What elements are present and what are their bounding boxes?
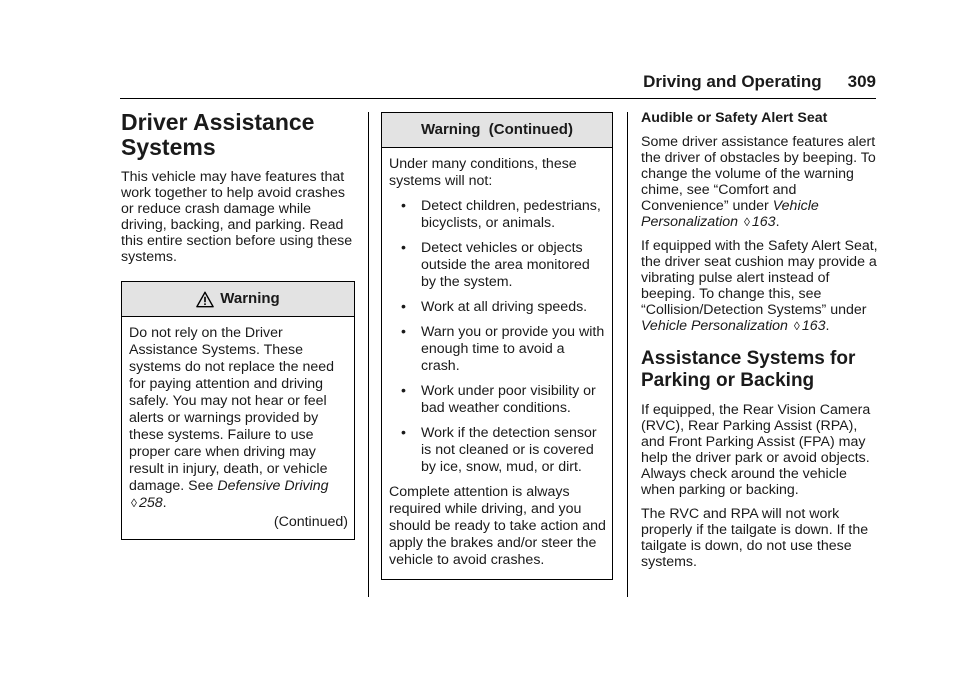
column-divider-2 [627, 112, 628, 597]
parking-paragraph-1: If equipped, the Rear Vision Camera (RVC), Rear Parking Assist (RPA), and Front Parking Assist (FPA) may help the driver park or avoid objects. Always check around the vehicle when parking or backing. [641, 402, 871, 498]
warning-bullet-list [389, 198, 606, 476]
section-heading: Driver Assistance Systems [121, 109, 315, 160]
warning-triangle-icon [196, 291, 214, 308]
warning-header [122, 282, 354, 317]
reference-page[interactable]: 163 [801, 318, 826, 334]
continued-label: (Continued) [273, 514, 348, 530]
warning-text: Do not rely on the Driver Assistance Systems. These systems do not replace the need for paying attention and driving safely. You may not hear or feel alerts or warnings provided by these systems. Failure to use proper care when driving may result in injury, death, or vehicle damage. See [129, 325, 335, 494]
page-reference-icon: ◊ [793, 319, 800, 333]
warning-lead: Under many conditions, these systems will not: [389, 156, 577, 189]
warning-continued-header: Warning (Continued) [382, 113, 612, 148]
bullet-dot: • [401, 198, 406, 214]
warning-box [121, 281, 355, 540]
reference-page[interactable]: 163 [751, 214, 776, 230]
section-title: Driving and Operating [643, 72, 822, 91]
warning-closing: Complete attention is always required while driving, and you should be ready to take action and apply the brakes and/or steer the vehicle to avoid crashes. [389, 484, 606, 568]
page-number: 309 [847, 72, 876, 91]
header-rule [120, 98, 876, 99]
audible-alert-heading: Audible or Safety Alert Seat [641, 110, 828, 126]
intro-paragraph: This vehicle may have features that work together to help avoid crashes or reduce crash damage while driving, backing, and parking. Read this entire section before using these systems. [121, 169, 353, 265]
page-reference-icon: ◊ [131, 496, 137, 510]
vehicle-personalization-link[interactable]: Vehicle Personalization [641, 318, 788, 334]
column-divider-1 [368, 112, 369, 597]
bullet-dot: • [401, 240, 406, 256]
warning-continued-body [382, 148, 612, 579]
left-column [121, 110, 357, 540]
parking-paragraph-2: The RVC and RPA will not work properly if the tailgate is down. If the tailgate is down, do not use these systems. [641, 506, 869, 570]
defensive-driving-link[interactable]: Defensive Driving [217, 478, 329, 494]
list-item: • Work at all driving speeds. [401, 299, 588, 315]
parking-heading: Assistance Systems for Parking or Backing [641, 348, 856, 391]
bullet-dot: • [401, 425, 406, 441]
audible-paragraph-2: If equipped with the Safety Alert Seat, the driver seat cushion may provide a vibrating pulse alert instead of beeping. To change this, see “Collision/Detection Systems” under Vehicle Personalization ◊ 163. [641, 238, 878, 334]
bullet-dot: • [401, 324, 406, 340]
audible-paragraph-1: Some driver assistance features alert the driver of obstacles by beeping. To change the volume of the warning chime, see “Comfort and Convenience” under Vehicle Personalization ◊ 163. [641, 134, 876, 230]
warning-title: Warning [220, 290, 280, 307]
list-item: • Warn you or provide you with enough time to avoid a crash. [401, 324, 605, 374]
right-column [641, 110, 879, 578]
list-item: • Work under poor visibility or bad weather conditions. [401, 383, 596, 416]
list-item: • Work if the detection sensor is not cleaned or is covered by ice, snow, mud, or dirt. [401, 425, 597, 475]
warning-body: Do not rely on the Driver Assistance Systems. These systems do not replace the need for paying attention and driving safely. You may not hear or feel alerts or warnings provided by these systems. Failure to use proper care when driving may result in injury, death, or vehicle damage. See Defensive Driving ◊ 258. (Continued) [129, 325, 348, 530]
vehicle-personalization-link[interactable]: Vehicle Personalization [641, 198, 819, 230]
bullet-dot: • [401, 299, 406, 315]
middle-column [381, 112, 613, 580]
list-item: • Detect vehicles or objects outside the area monitored by the system. [401, 240, 590, 290]
reference-page[interactable]: 258 [138, 495, 163, 511]
bullet-dot: • [401, 383, 406, 399]
page-reference-icon: ◊ [743, 215, 750, 229]
warning-continued-box [381, 112, 613, 580]
list-item: • Detect children, pedestrians, bicyclists, or animals. [401, 198, 601, 231]
page-header [624, 72, 876, 92]
